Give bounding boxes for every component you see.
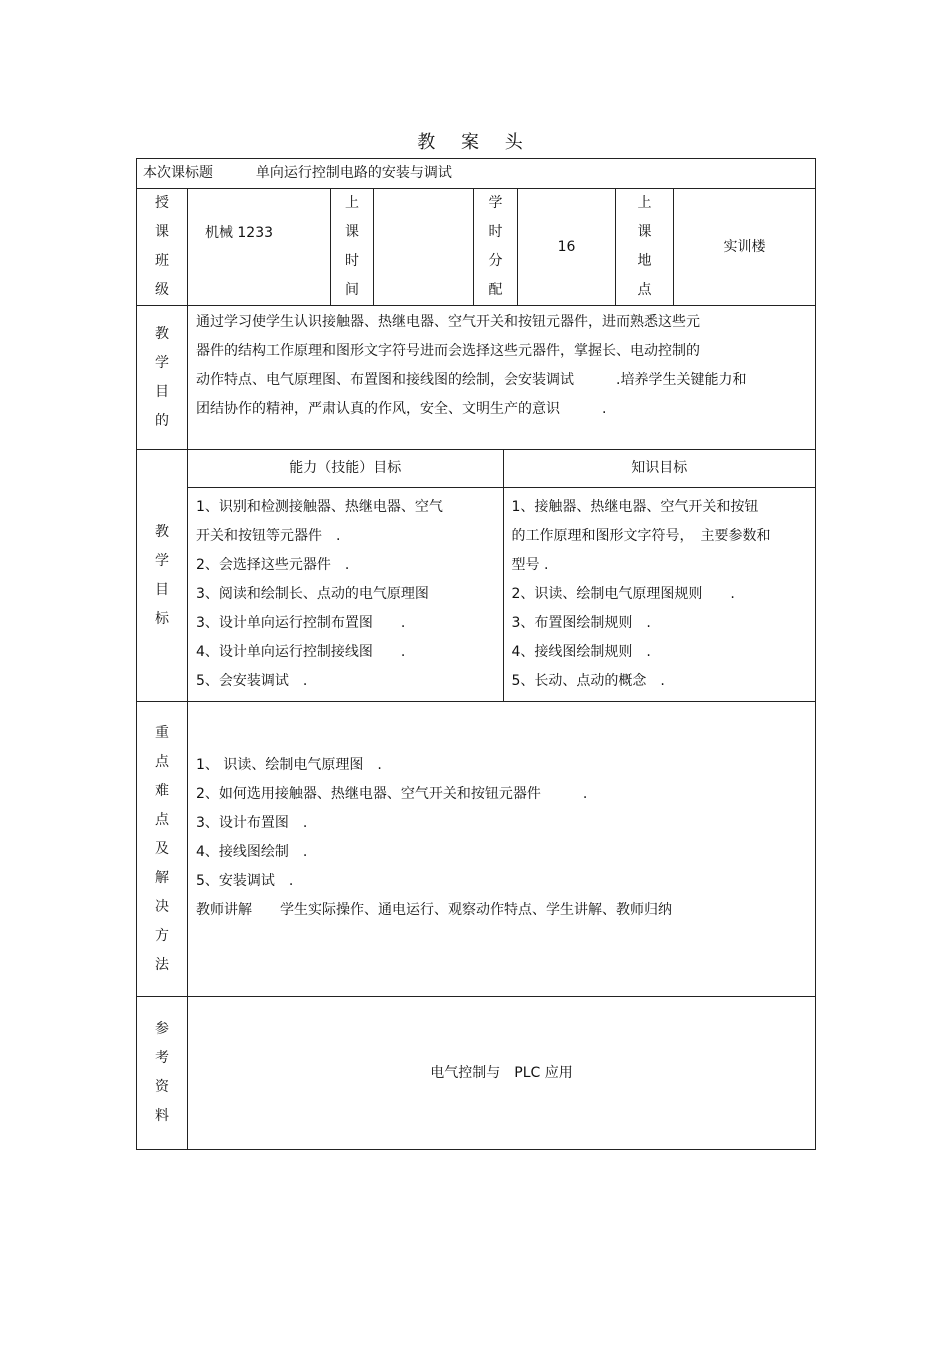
purpose-label: 教 学 目 的 — [137, 306, 188, 450]
objectives-inner-table — [188, 450, 815, 701]
references-row — [137, 997, 816, 1150]
objectives-label: 教 学 目 标 — [137, 450, 188, 702]
keypoints-label: 重 点 难 点 及 解 决 方 法 — [137, 702, 188, 997]
lesson-plan-table — [136, 158, 816, 1150]
purpose-row — [137, 306, 816, 450]
keypoints-row — [137, 702, 816, 997]
ability-list: 1、识别和检测接触器、热继电器、空气 开关和按钮等元器件 . 2、会选择这些元器件 . 3、阅读和绘制长、点动的电气原理图 3、设计单向运行控制布置图 . 4、设计单向运行控制接线图 . 5、会安装调试 . — [188, 488, 503, 702]
page-title: 教 案 头 — [417, 132, 533, 153]
references-value: 电气控制与 PLC 应用 — [188, 997, 816, 1150]
place-label: 上 课 地 点 — [616, 189, 674, 306]
keypoints-text: 1、 识读、绘制电气原理图 . 2、如何选用接触器、热继电器、空气开关和按钮元器件 . 3、设计布置图 . 4、接线图绘制 . 5、安装调试 . 教师讲解 学生实际操作、通电运行、观察动作特点、学生讲解、教师归纳 — [188, 702, 816, 997]
class-value: 机械 1233 — [188, 189, 331, 306]
knowledge-header: 知识目标 — [503, 450, 815, 488]
topic-label: 本次课标题 — [143, 165, 213, 181]
time-label: 上 课 时 间 — [331, 189, 374, 306]
ability-header: 能力（技能）目标 — [188, 450, 503, 488]
hours-value: 16 — [518, 189, 616, 306]
hours-label: 学 时 分 配 — [474, 189, 518, 306]
time-value — [374, 189, 474, 306]
place-value: 实训楼 — [674, 189, 816, 306]
references-label: 参 考 资 料 — [137, 997, 188, 1150]
info-row — [137, 189, 816, 306]
topic-value: 单向运行控制电路的安装与调试 — [255, 165, 452, 181]
objectives-row — [137, 450, 816, 702]
topic-row — [137, 159, 816, 189]
knowledge-list: 1、接触器、热继电器、空气开关和按钮 的工作原理和图形文字符号， 主要参数和 型号 . 2、识读、绘制电气原理图规则 . 3、布置图绘制规则 . 4、接线图绘制规则 . 5、长动、点动的概念 . — [511, 499, 771, 689]
class-label: 授 课 班 级 — [137, 189, 188, 306]
purpose-text: 通过学习使学生认识接触器、热继电器、空气开关和按钮元器件，进而熟悉这些元 器件的结构工作原理和图形文字符号进而会选择这些元器件，掌握长、电动控制的 动作特点、电气原理图、布置图和接线图的绘制，会安装调试 .培养学生关键能力和 团结协作的精神，严肃认真的作风，安全、文明生产的意识 . — [188, 306, 816, 450]
